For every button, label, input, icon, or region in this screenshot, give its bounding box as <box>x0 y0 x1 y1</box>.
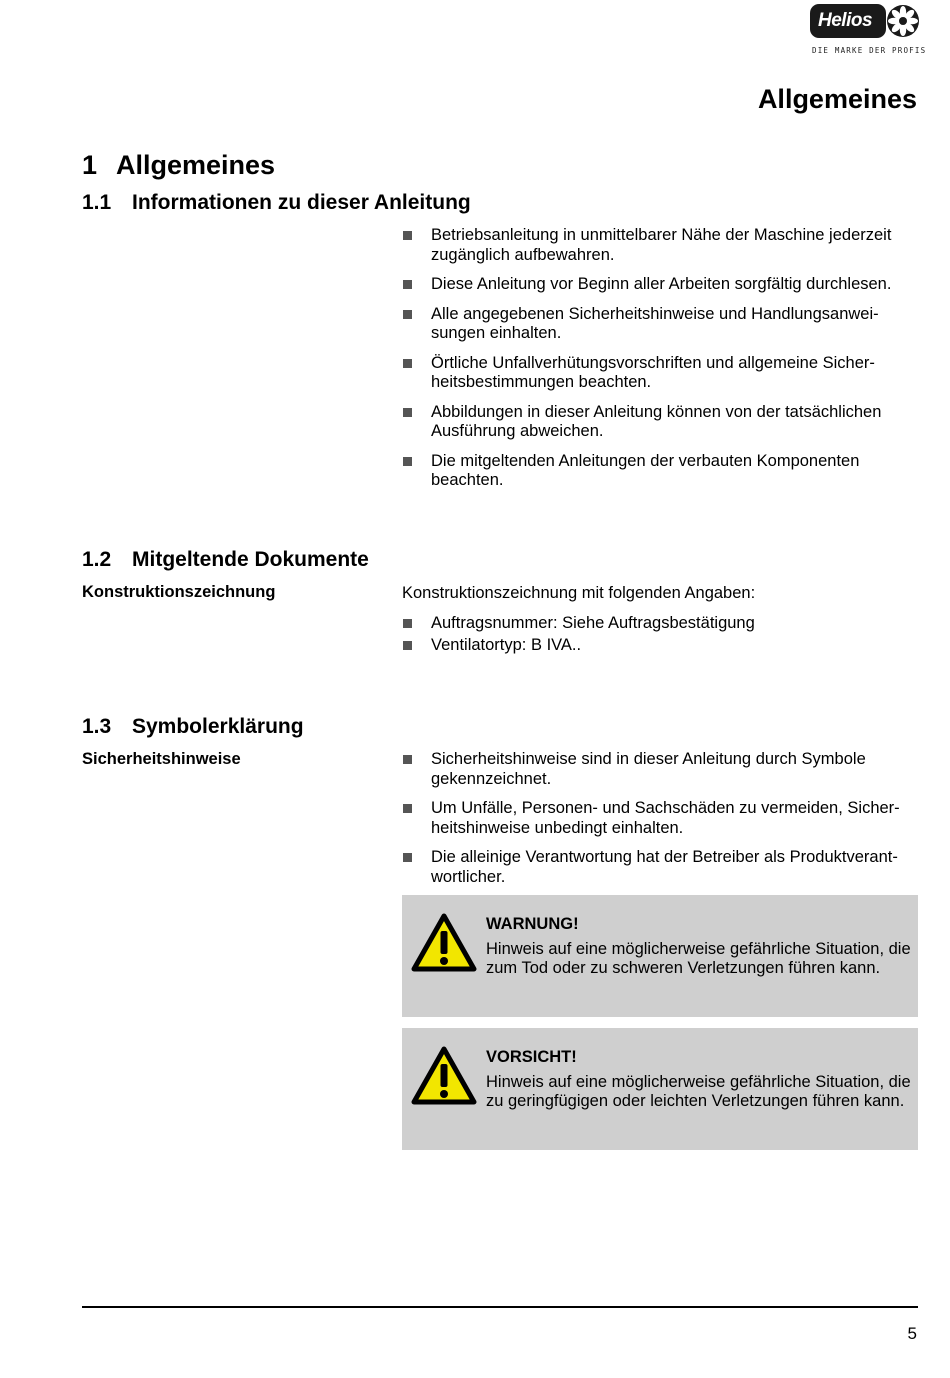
caution-text-block <box>486 1048 914 1112</box>
bullet-square-icon <box>403 853 412 862</box>
section-heading-1-1 <box>82 191 471 215</box>
section-1-3-body <box>402 750 918 897</box>
bullet-square-icon <box>403 619 412 628</box>
warning-text: Hinweis auf eine möglicherweise gefährliche Situation, die zum Tod oder zu schweren Verletzungen führen kann. <box>486 939 911 977</box>
list-item: Betriebsanleitung in unmittelbarer Nähe der Maschine jederzeit zugänglich aufbewahren. <box>402 226 918 265</box>
section-title: Mitgeltende Dokumente <box>132 548 369 571</box>
list-item: Ventilatortyp: B IVA.. <box>402 636 918 656</box>
warning-triangle-icon <box>411 913 477 973</box>
warning-triangle-icon <box>411 1046 477 1106</box>
side-label-konstruktionszeichnung: Konstruktionszeichnung <box>82 583 276 601</box>
bullet-list <box>402 226 918 491</box>
section-title: Symbolerklärung <box>132 715 304 738</box>
section-1-2-body <box>402 584 918 659</box>
bullet-square-icon <box>403 359 412 368</box>
chapter-title: Allgemeines <box>116 150 276 180</box>
section-intro: Konstruktionszeichnung mit folgenden Angaben: <box>402 584 756 602</box>
footer-divider <box>82 1306 918 1308</box>
running-header-title: Allgemeines <box>757 84 917 114</box>
section-number: 1.1 <box>82 191 112 214</box>
section-number: 1.3 <box>82 715 112 738</box>
helios-logo <box>810 4 927 56</box>
chapter-number: 1 <box>82 150 98 180</box>
section-heading-1-2 <box>82 548 369 572</box>
list-item: Diese Anleitung vor Beginn aller Arbeiten sorgfältig durchlesen. <box>402 275 918 295</box>
section-1-1-body <box>402 226 918 501</box>
side-label-sicherheitshinweise: Sicherheitshinweise <box>82 750 241 768</box>
bullet-square-icon <box>403 755 412 764</box>
bullet-list <box>402 750 918 887</box>
bullet-square-icon <box>403 310 412 319</box>
section-number: 1.2 <box>82 548 112 571</box>
list-item: Auftragsnummer: Siehe Auftragsbestätigung <box>402 614 918 634</box>
warning-title: WARNUNG! <box>486 915 579 933</box>
chapter-heading <box>82 150 275 181</box>
helios-fan-logo-icon <box>886 4 920 38</box>
caution-text: Hinweis auf eine möglicherweise gefährliche Situation, die zu geringfügigen oder leichten Verletzungen führen kann. <box>486 1072 911 1110</box>
list-item: Die alleinige Verantwortung hat der Betreiber als Produktverant-wortlicher. <box>402 848 918 887</box>
list-item: Die mitgeltenden Anleitungen der verbauten Komponenten beachten. <box>402 452 918 491</box>
bullet-square-icon <box>403 408 412 417</box>
list-item: Um Unfälle, Personen- und Sachschäden zu vermeiden, Sicher-heitshinweise unbedingt einhalten. <box>402 799 918 838</box>
logo-wordmark: Helios <box>818 10 873 31</box>
bullet-square-icon <box>403 231 412 240</box>
bullet-list <box>402 614 918 656</box>
section-title: Informationen zu dieser Anleitung <box>132 191 471 214</box>
caution-box <box>402 1028 918 1150</box>
list-item: Abbildungen in dieser Anleitung können von der tatsächlichen Ausführung abweichen. <box>402 403 918 442</box>
page-number: 5 <box>907 1324 917 1343</box>
logo-badge <box>810 4 886 38</box>
bullet-square-icon <box>403 457 412 466</box>
warning-text-block <box>486 915 914 979</box>
bullet-square-icon <box>403 280 412 289</box>
section-heading-1-3 <box>82 715 304 739</box>
list-item: Sicherheitshinweise sind in dieser Anleitung durch Symbole gekennzeichnet. <box>402 750 918 789</box>
bullet-square-icon <box>403 804 412 813</box>
list-item: Örtliche Unfallverhütungsvorschriften und allgemeine Sicher-heitsbestimmungen beachten. <box>402 354 918 393</box>
list-item: Alle angegebenen Sicherheitshinweise und Handlungsanwei-sungen einhalten. <box>402 305 918 344</box>
logo-tagline: DIE MARKE DER PROFIS <box>812 46 927 55</box>
caution-title: VORSICHT! <box>486 1048 577 1066</box>
bullet-square-icon <box>403 641 412 650</box>
warning-box <box>402 895 918 1017</box>
